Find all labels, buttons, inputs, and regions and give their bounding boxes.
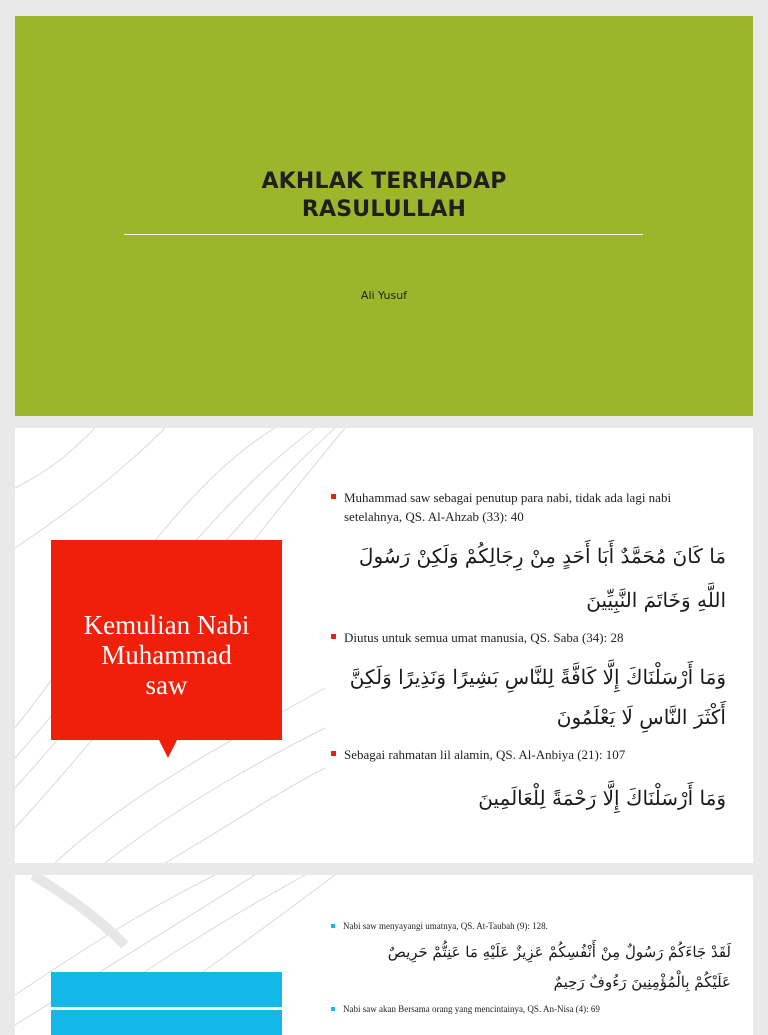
arabic-line: مَا كَانَ مُحَمَّدٌ أَبَا أَحَدٍ مِنْ رِجَالِكُمْ وَلَكِنْ رَسُولَ (358, 544, 726, 568)
title-divider (124, 234, 643, 235)
arabic-line: لَقَدْ جَاءَكُمْ رَسُولٌ مِنْ أَنْفُسِكُمْ عَزِيزٌ عَلَيْهِ مَا عَنِتُّمْ حَرِيصٌ (387, 943, 731, 961)
section-title-pointer (159, 740, 177, 758)
section-title-line-2: Muhammad (101, 640, 232, 670)
bullet-icon (331, 634, 336, 639)
list-item-text: Muhammad saw sebagai penutup para nabi, tidak ada lagi nabi setelahnya, QS. Al-Ahzab (33): 40 (344, 490, 672, 524)
list-item (331, 1003, 731, 1016)
arabic-line: وَمَا أَرْسَلْنَاكَ إِلَّا رَحْمَةً لِلْعَالَمِينَ (478, 786, 726, 810)
arabic-verse (331, 937, 731, 997)
content-slide-kemuliaan[interactable] (15, 428, 753, 863)
section-title-box-lower (51, 1010, 282, 1035)
list-item (331, 745, 726, 764)
author-name: Ali Yusuf (360, 289, 408, 302)
arabic-line: عَلَيْكُمْ بِالْمُؤْمِنِينَ رَءُوفٌ رَحِيمٌ (553, 973, 731, 991)
arabic-verse (331, 534, 726, 622)
section-title-box (51, 972, 282, 1007)
list-item-text: Sebagai rahmatan lil alamin, QS. Al-Anbiya (21): 107 (344, 747, 626, 762)
section-title-line-3: saw (145, 670, 188, 700)
arabic-line: أَكْثَرَ النَّاسِ لَا يَعْلَمُونَ (556, 705, 726, 729)
list-item-text: Diutus untuk semua umat manusia, QS. Saba (34): 28 (344, 630, 624, 645)
arabic-line: وَمَا أَرْسَلْنَاكَ إِلَّا كَافَّةً لِلنَّاسِ بَشِيرًا وَنَذِيرًا وَلَكِنَّ (349, 665, 726, 689)
title-line-2: RASULULLAH (301, 197, 467, 222)
list-item-text: Nabi saw menyayangi umatnya, QS. At-Taubah (9): 128. (343, 921, 548, 931)
section-title-box (51, 540, 282, 740)
section-title (51, 610, 282, 700)
arabic-verse (331, 657, 726, 737)
title-line-1: AKHLAK TERHADAP (261, 169, 507, 194)
bullet-icon (331, 924, 335, 928)
content-slide-partial[interactable] (15, 875, 753, 1035)
bullet-list (331, 920, 731, 1016)
arabic-line: اللَّهِ وَخَاتَمَ النَّبِيِّينَ (586, 588, 726, 612)
title-slide[interactable] (15, 16, 753, 416)
list-item (331, 628, 726, 647)
bullet-list (331, 488, 726, 820)
bullet-icon (331, 1007, 335, 1011)
section-title-line-1: Kemulian Nabi (83, 610, 250, 640)
bullet-icon (331, 751, 336, 756)
bullet-icon (331, 494, 336, 499)
list-item-text: Nabi saw akan Bersama orang yang mencintainya, QS. An-Nisa (4): 69 (343, 1004, 600, 1014)
list-item (331, 920, 731, 933)
slide-title (15, 168, 753, 224)
list-item (331, 488, 726, 526)
arabic-verse (331, 776, 726, 820)
